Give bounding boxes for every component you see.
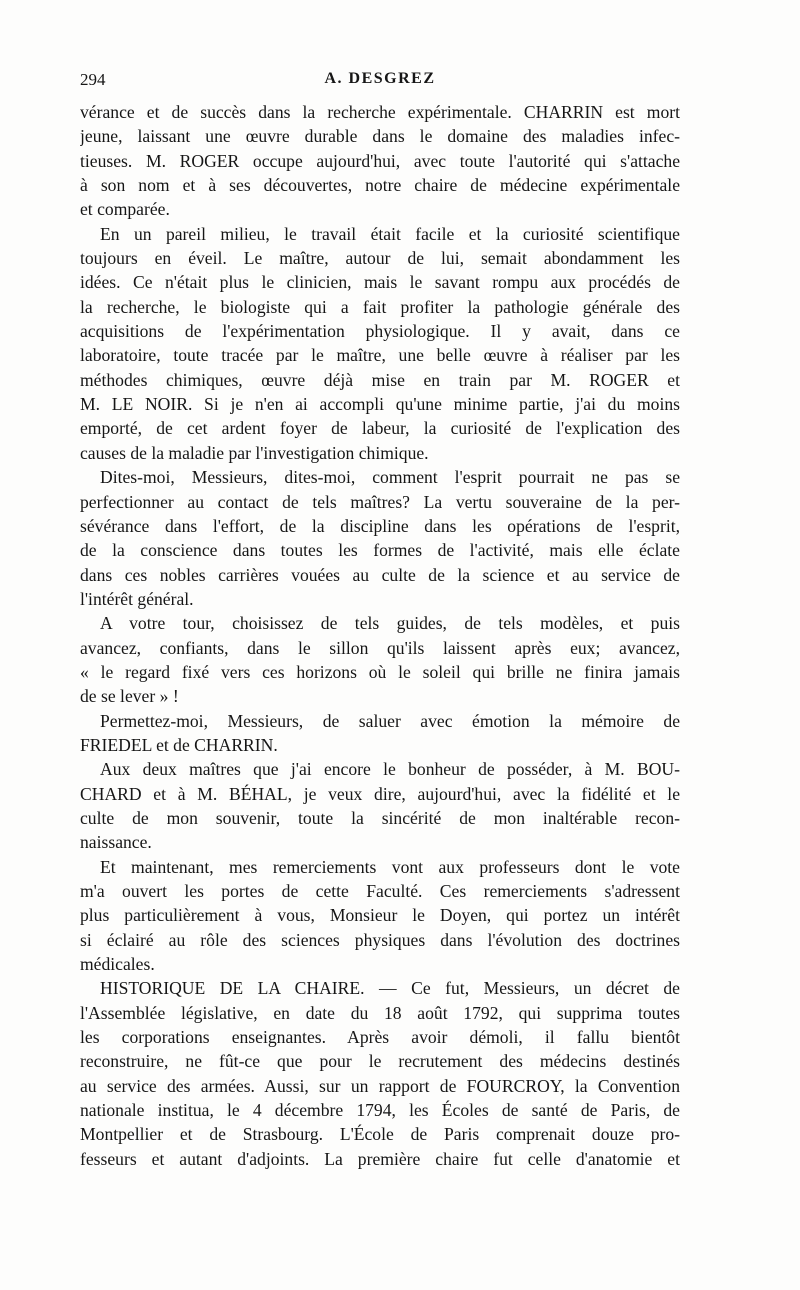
text-line: HISTORIQUE DE LA CHAIRE. — Ce fut, Messieurs, un décret de [100, 978, 680, 999]
text-line: laboratoire, toute tracée par le maître, une belle œuvre à réaliser par les [80, 345, 680, 366]
text-line: reconstruire, ne fût-ce que pour le recrutement des médecins destinés [80, 1051, 680, 1072]
text-line: l'Assemblée législative, en date du 18 août 1792, qui supprima toutes [80, 1002, 680, 1023]
text-line: nationale institua, le 4 décembre 1794, les Écoles de santé de Paris, de [80, 1100, 680, 1121]
text-line: à son nom et à ses découvertes, notre chaire de médecine expérimentale [80, 175, 680, 196]
text-line: culte de mon souvenir, toute la sincérité de mon inaltérable recon- [80, 807, 680, 828]
text-line: médicales. [80, 954, 155, 975]
text-line: fesseurs et autant d'adjoints. La première chaire fut celle d'anatomie et [80, 1148, 680, 1169]
page-header [80, 70, 680, 96]
text-line: « le regard fixé vers ces horizons où le soleil qui brille ne finira jamais [80, 661, 680, 682]
text-line: Aux deux maîtres que j'ai encore le bonheur de posséder, à M. BOU- [100, 759, 680, 780]
text-line: au service des armées. Aussi, sur un rapport de FOURCROY, la Convention [80, 1075, 680, 1096]
text-line: vérance et de succès dans la recherche expérimentale. CHARRIN est mort [80, 102, 680, 122]
page-number: 294 [80, 70, 106, 89]
text-line: M. LE NOIR. Si je n'en ai accompli qu'une minime partie, j'ai du moins [80, 394, 680, 415]
text-line: avancez, confiants, dans le sillon qu'ils laissent après eux; avancez, [80, 637, 680, 658]
text-line: de se lever » ! [80, 686, 179, 707]
text-line: la recherche, le biologiste qui a fait profiter la pathologie générale des [80, 296, 680, 317]
text-line: causes de la maladie par l'investigation chimique. [80, 442, 429, 463]
body-text [80, 100, 680, 1171]
text-line: et comparée. [80, 199, 170, 220]
text-line: toujours en éveil. Le maître, autour de lui, semait abondamment les [80, 248, 680, 269]
text-line: jeune, laissant une œuvre durable dans le domaine des maladies infec- [80, 126, 680, 147]
text-line: perfectionner au contact de tels maîtres? La vertu souveraine de la per- [80, 491, 680, 512]
text-line: FRIEDEL et de CHARRIN. [80, 734, 278, 755]
text-line: A votre tour, choisissez de tels guides, de tels modèles, et puis [100, 613, 680, 634]
text-line: de la conscience dans toutes les formes de l'activité, mais elle éclate [80, 540, 680, 561]
text-line: emporté, de cet ardent foyer de labeur, la curiosité de l'explication des [80, 418, 680, 439]
text-line: plus particulièrement à vous, Monsieur le Doyen, qui portez un intérêt [80, 905, 680, 926]
text-line: méthodes chimiques, œuvre déjà mise en train par M. ROGER et [80, 369, 680, 390]
text-line: Permettez-moi, Messieurs, de saluer avec émotion la mémoire de [100, 710, 680, 731]
text-line: naissance. [80, 832, 152, 853]
text-line: l'intérêt général. [80, 588, 194, 609]
text-line: sévérance dans l'effort, de la discipline dans les opérations de l'esprit, [80, 515, 680, 536]
running-head: A. DESGREZ [324, 70, 436, 87]
text-line: CHARD et à M. BÉHAL, je veux dire, aujourd'hui, avec la fidélité et le [80, 783, 680, 804]
text-line: Et maintenant, mes remerciements vont aux professeurs dont le vote [100, 856, 680, 877]
text-line: En un pareil milieu, le travail était facile et la curiosité scientifique [100, 223, 680, 244]
text-line: Dites-moi, Messieurs, dites-moi, comment l'esprit pourrait ne pas se [100, 467, 680, 488]
text-line: dans ces nobles carrières vouées au culte de la science et au service de [80, 564, 680, 585]
text-line: Montpellier et de Strasbourg. L'École de Paris comprenait douze pro- [80, 1124, 680, 1145]
text-line: tieuses. M. ROGER occupe aujourd'hui, avec toute l'autorité qui s'attache [80, 150, 680, 171]
text-line: si éclairé au rôle des sciences physiques dans l'évolution des doctrines [80, 929, 680, 950]
text-line: acquisitions de l'expérimentation physiologique. Il y avait, dans ce [80, 321, 680, 342]
text-line: les corporations enseignantes. Après avoir démoli, il fallu bientôt [80, 1027, 680, 1048]
text-line: idées. Ce n'était plus le clinicien, mais le savant rompu aux procédés de [80, 272, 680, 293]
text-line: m'a ouvert les portes de cette Faculté. Ces remerciements s'adressent [80, 881, 680, 901]
